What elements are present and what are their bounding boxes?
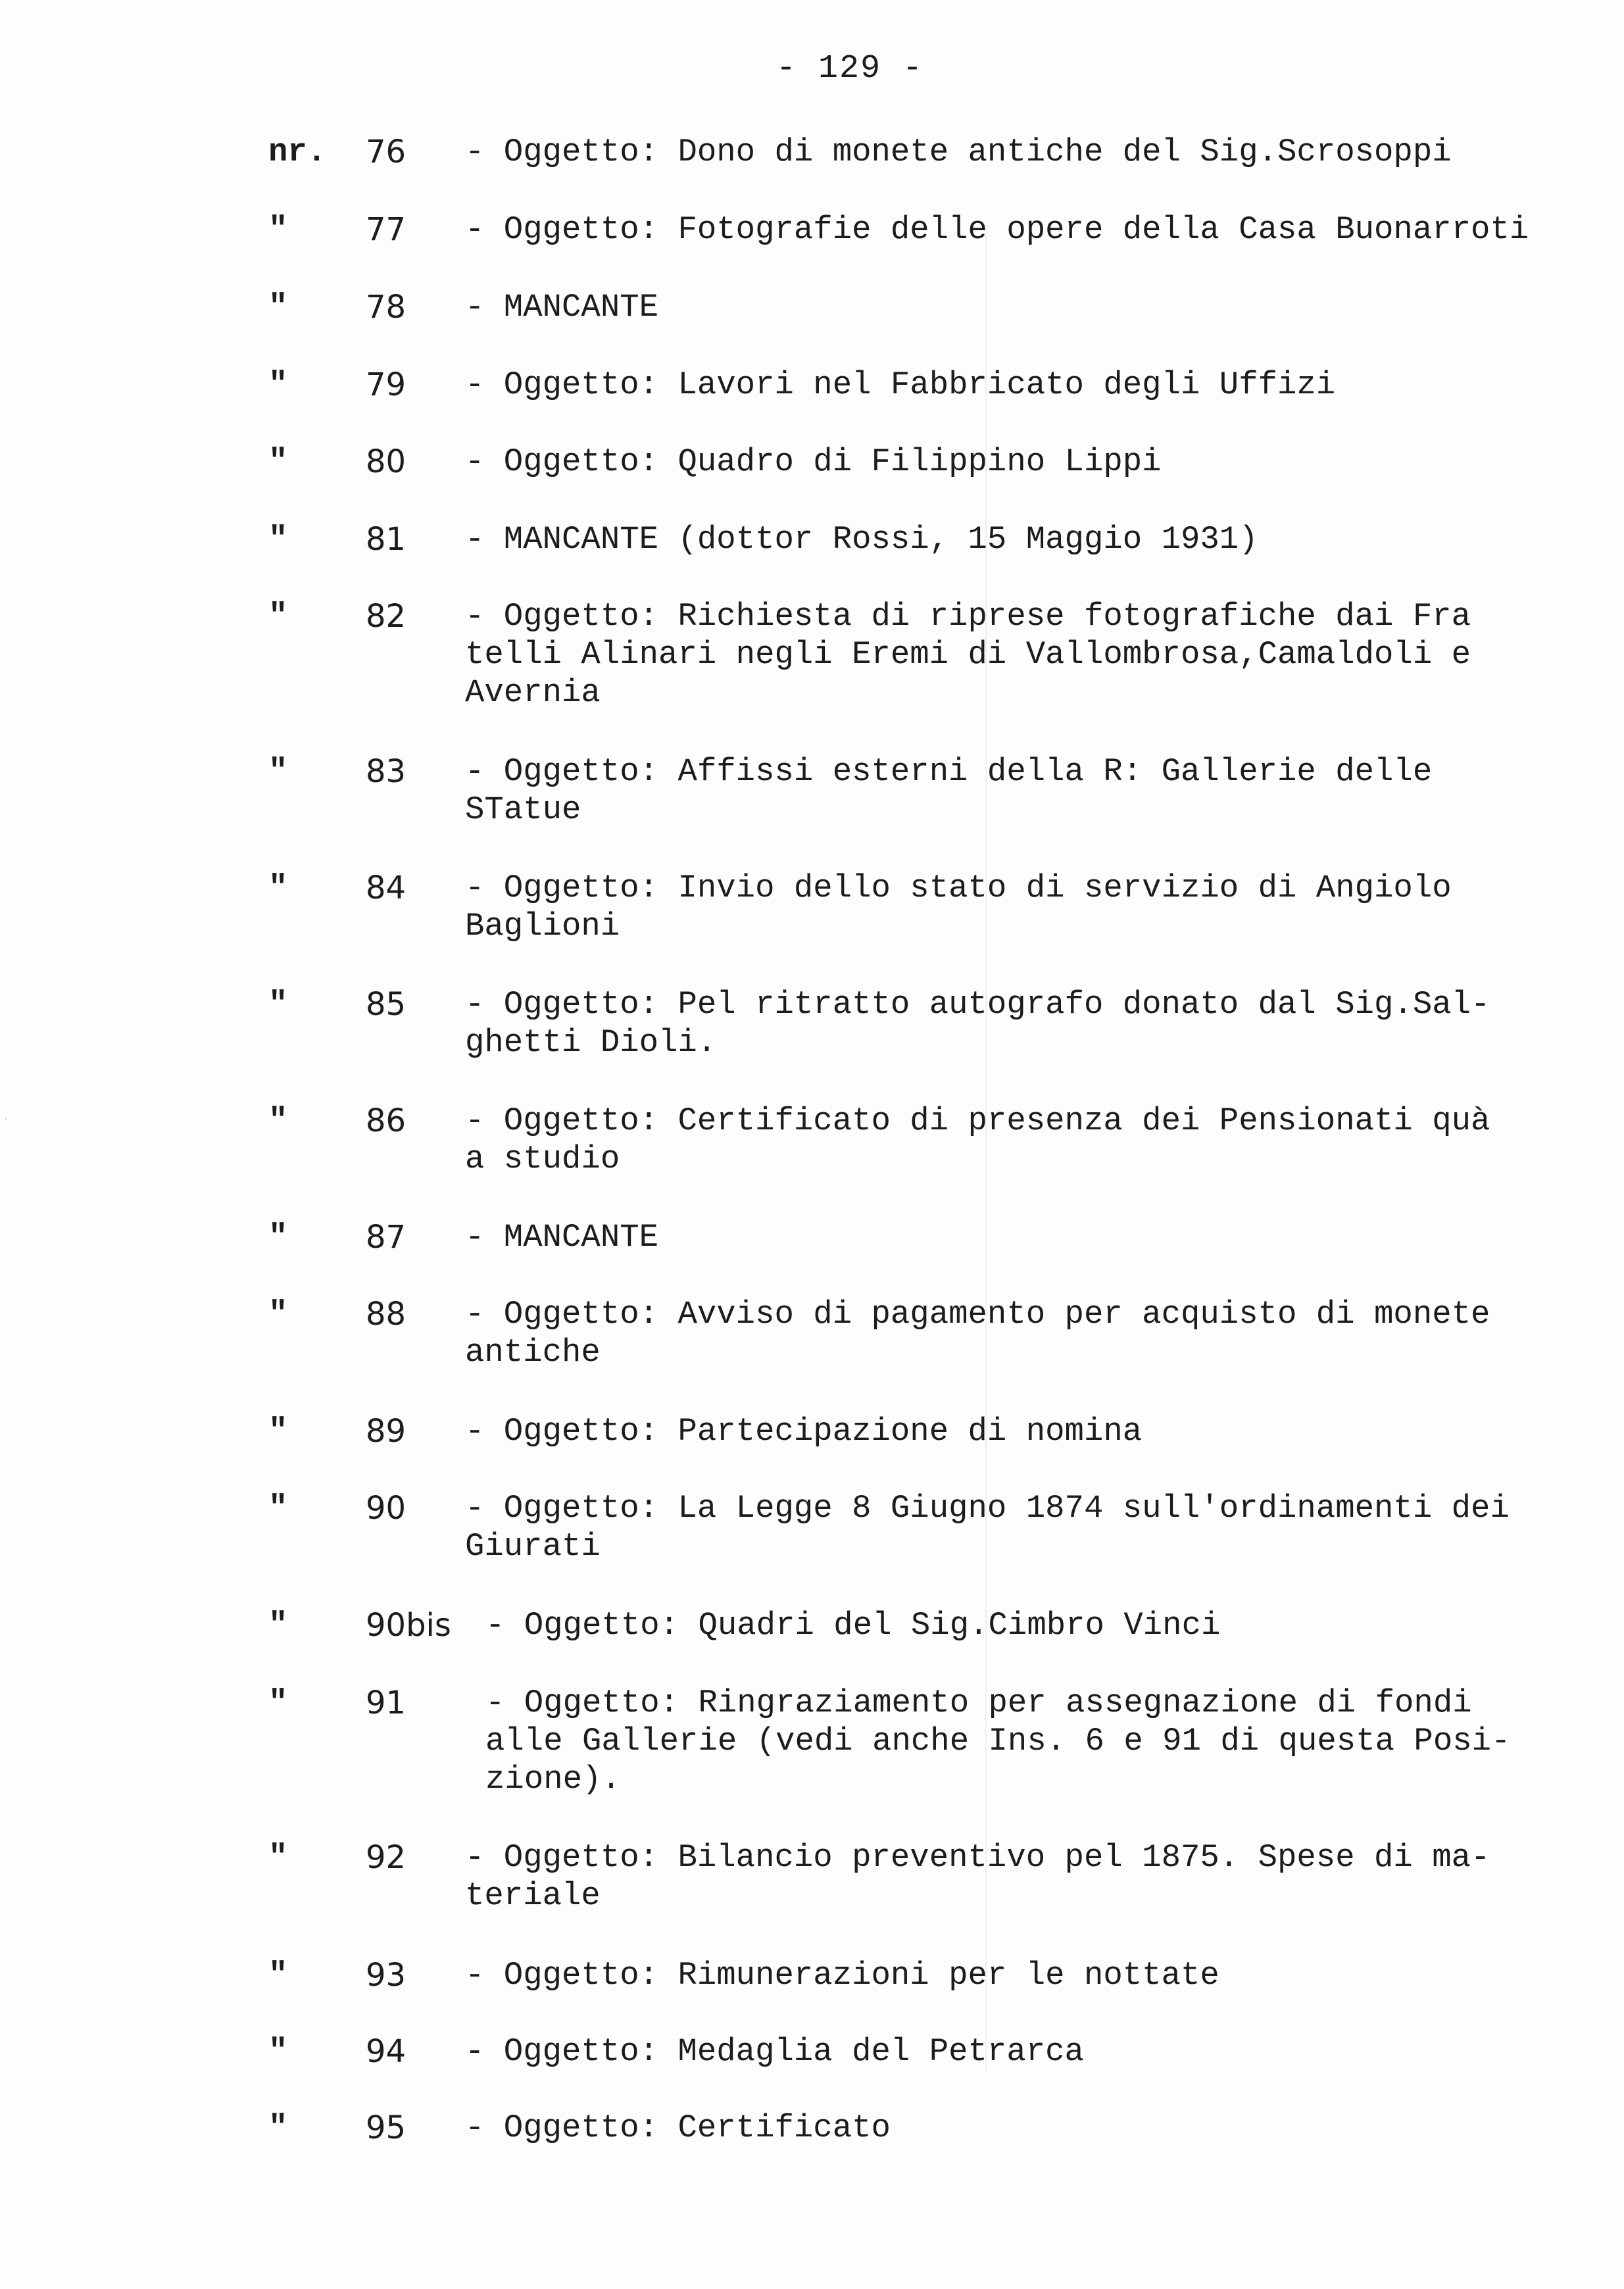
scan-artifact: [985, 230, 987, 2072]
entry-line: - Oggetto: Partecipazione di nomina: [465, 1413, 1143, 1450]
entry-number: 94: [366, 2033, 406, 2070]
entry-line: - Oggetto: Affissi esterni della R: Gallerie delle: [465, 753, 1433, 790]
entry-line: - Oggetto: Quadri del Sig.Cimbro Vinci: [485, 1607, 1221, 1644]
entry-line: teriale: [465, 1877, 601, 1914]
entry-number: 78: [366, 289, 406, 326]
entry-text: [485, 1606, 1571, 1644]
entry-prefix: ": [268, 1839, 288, 1876]
scan-artifact: [5, 1118, 7, 1120]
entry-number: 93: [366, 1957, 406, 1994]
entry-text: [465, 985, 1550, 1062]
entry-line: - MANCANTE: [465, 1219, 659, 1256]
entry-prefix: ": [268, 986, 288, 1023]
entry-text: [485, 1684, 1571, 1798]
entry-text: [465, 366, 1550, 404]
entry-number: 76: [366, 134, 406, 170]
entry-prefix: ": [268, 870, 288, 906]
entry-prefix: ": [268, 1490, 288, 1527]
entry-line: STatue: [465, 791, 581, 828]
entry-prefix: ": [268, 1219, 288, 1256]
entry-number: 84: [366, 870, 406, 906]
entry-prefix: ": [268, 2109, 288, 2146]
entry-text: [465, 2109, 1550, 2147]
entry-number: 82: [366, 598, 406, 635]
entry-prefix: ": [268, 443, 288, 480]
entry-line: - Oggetto: Avviso di pagamento per acquisto di monete: [465, 1296, 1490, 1333]
entry-text: [465, 443, 1550, 481]
entry-number: 81: [366, 521, 406, 558]
entry-line: - Oggetto: Pel ritratto autografo donato dal Sig.Sal-: [465, 986, 1490, 1023]
entry-line: - Oggetto: Lavori nel Fabbricato degli Uffizi: [465, 366, 1336, 403]
entry-number: 85: [366, 986, 406, 1023]
entry-number: 79: [366, 366, 406, 403]
entry-prefix: ": [268, 1685, 288, 1721]
entry-prefix: ": [268, 289, 288, 326]
entry-number: 83: [366, 753, 406, 790]
entry-text: [465, 1489, 1550, 1565]
entry-number: 95: [366, 2109, 406, 2146]
entry-line: - Oggetto: Medaglia del Petrarca: [465, 2033, 1084, 2070]
entry-prefix: ": [268, 1102, 288, 1139]
entry-line: - Oggetto: Fotografie delle opere della Casa Buonarroti: [465, 211, 1529, 248]
entry-prefix: ": [268, 1413, 288, 1450]
page-number: - 129 -: [776, 50, 924, 87]
entry-prefix: ": [268, 753, 288, 790]
entry-number: 87: [366, 1219, 406, 1256]
entry-text: [465, 1218, 1550, 1256]
entry-prefix: ": [268, 598, 288, 635]
entry-line: Baglioni: [465, 908, 620, 945]
entry-line: telli Alinari negli Eremi di Vallombrosa,Camaldoli e: [465, 636, 1471, 673]
entry-prefix: nr.: [268, 134, 327, 170]
entry-text: [465, 1412, 1550, 1450]
entry-line: zione).: [485, 1761, 621, 1798]
entry-number: 92: [366, 1839, 406, 1876]
entry-number: 91: [366, 1685, 406, 1721]
entry-line: Avernia: [465, 674, 601, 711]
entry-number: 90: [366, 1490, 406, 1527]
entry-text: [465, 1102, 1550, 1178]
entry-line: - Oggetto: Quadro di Filippino Lippi: [465, 443, 1162, 480]
entry-line: - Oggetto: Invio dello stato di servizio di Angiolo: [465, 870, 1452, 906]
entry-line: - Oggetto: Certificato: [465, 2109, 891, 2146]
entry-number: 80: [366, 443, 406, 480]
entry-line: a studio: [465, 1141, 620, 1177]
entry-number: 90bis: [366, 1607, 451, 1644]
entry-text: [465, 288, 1550, 326]
entry-line: - MANCANTE: [465, 289, 659, 326]
entry-prefix: ": [268, 2033, 288, 2070]
entry-line: - Oggetto: La Legge 8 Giugno 1874 sull'ordinamenti dei: [465, 1490, 1510, 1527]
entry-text: [465, 520, 1550, 558]
entry-line: - Oggetto: Bilancio preventivo pel 1875. Spese di ma-: [465, 1839, 1490, 1876]
entry-text: [465, 752, 1550, 829]
entry-number: 86: [366, 1102, 406, 1139]
entry-line: alle Gallerie (vedi anche Ins. 6 e 91 di questa Posi-: [485, 1723, 1511, 1760]
entry-line: ghetti Dioli.: [465, 1024, 717, 1061]
entry-prefix: ": [268, 366, 288, 403]
entry-text: [465, 133, 1550, 171]
entry-line: - Oggetto: Certificato di presenza dei Pensionati quà: [465, 1102, 1490, 1139]
entry-text: [465, 1838, 1550, 1915]
entry-line: - Oggetto: Rimunerazioni per le nottate: [465, 1957, 1219, 1994]
entry-line: antiche: [465, 1334, 601, 1371]
entry-number: 89: [366, 1413, 406, 1450]
entry-number: 77: [366, 211, 406, 248]
entry-line: Giurati: [465, 1528, 601, 1565]
entry-prefix: ": [268, 1957, 288, 1994]
entry-line: - Oggetto: Ringraziamento per assegnazione di fondi: [485, 1685, 1472, 1721]
entry-prefix: ": [268, 521, 288, 558]
entry-text: [465, 1295, 1550, 1371]
entry-text: [465, 210, 1550, 249]
entry-text: [465, 2032, 1550, 2071]
entry-prefix: ": [268, 1607, 288, 1644]
entry-prefix: ": [268, 1296, 288, 1333]
entry-text: [465, 869, 1550, 945]
entry-number: 88: [366, 1296, 406, 1333]
entry-prefix: ": [268, 211, 288, 248]
entry-text: [465, 597, 1550, 712]
entry-line: - MANCANTE (dottor Rossi, 15 Maggio 1931): [465, 521, 1258, 558]
entry-text: [465, 1956, 1550, 1994]
entry-line: - Oggetto: Richiesta di riprese fotografiche dai Fra: [465, 598, 1471, 635]
entry-line: - Oggetto: Dono di monete antiche del Sig.Scrosoppi: [465, 134, 1452, 170]
